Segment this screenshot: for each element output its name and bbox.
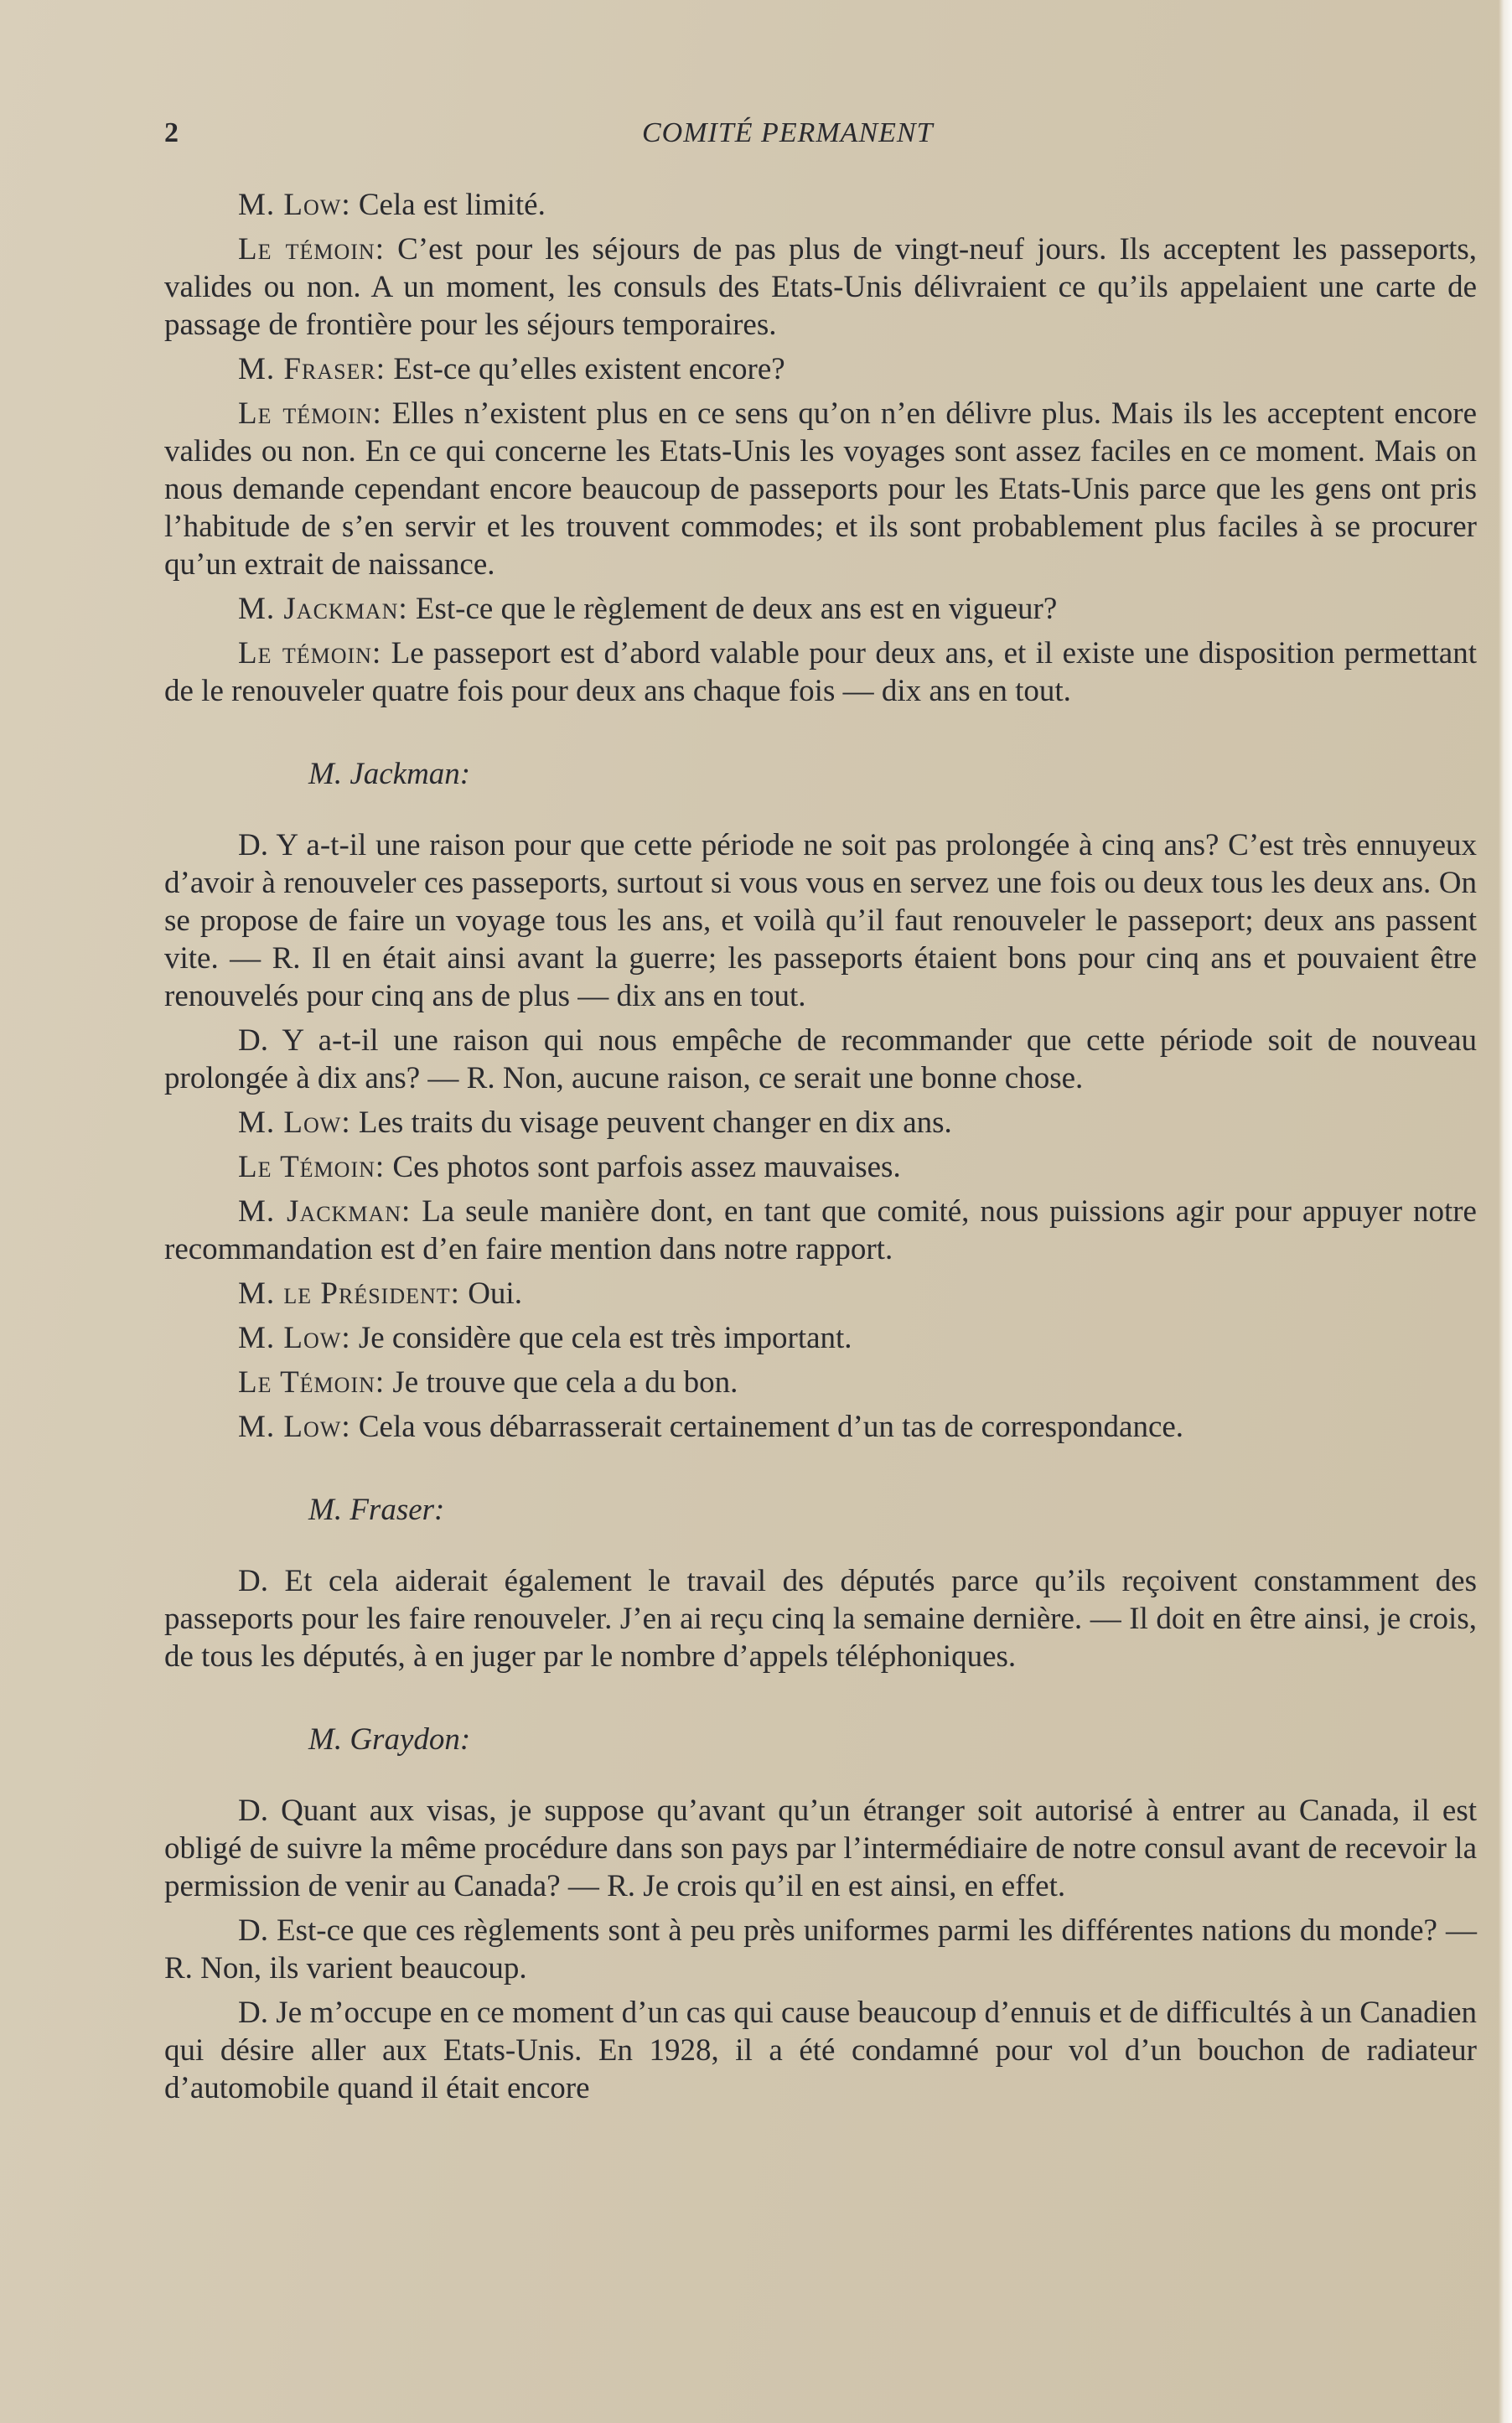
paragraph bbox=[164, 186, 1477, 224]
statement: C’est pour les séjours de pas plus de vingt-neuf jours. Ils acceptent les passeports, valides ou non. A un moment, les consuls des Etats-Unis délivraient ce qu’ils appelaient une carte de passage de frontière pour les séjours temporaires. bbox=[164, 232, 1477, 342]
paragraph bbox=[164, 1364, 1477, 1401]
speaker: M. le Président: bbox=[238, 1276, 460, 1311]
statement: Elles n’existent plus en ce sens qu’on n’en délivre plus. Mais ils les acceptent encore valides ou non. En ce qui concerne les Etats-Unis les voyages sont assez faciles en ce moment. Mais on nous demande cependant encore beaucoup de passeports pour les Etats-Unis parce que les gens ont pris l’habitude de s’en servir et les trouvent commodes; et ils sont probablement plus faciles à se procurer qu’un extrait de naissance. bbox=[164, 396, 1477, 582]
question-paragraph: D. Je m’occupe en ce moment d’un cas qui cause beaucoup d’ennuis et de difficultés à un Canadien qui désire aller aux Etats-Unis. En 1928, il a été condamné pour vol d’un bouchon de radiateur d’automobile quand il était encore bbox=[164, 1996, 1477, 2105]
questioner-heading: M. Fraser: bbox=[308, 1493, 445, 1527]
paragraph bbox=[164, 350, 1477, 388]
paragraph bbox=[164, 634, 1477, 710]
question-paragraph: D. Quant aux visas, je suppose qu’avant qu’un étranger soit autorisé à entrer au Canada, il est obligé de suivre la même procédure dans son pays par l’intermédiaire de notre consul avant de recevoir la permission de venir au Canada? — R. Je crois qu’il en est ainsi, en effet. bbox=[164, 1794, 1477, 1903]
statement: Oui. bbox=[459, 1276, 522, 1311]
statement: Est-ce que le règlement de deux ans est en vigueur? bbox=[407, 592, 1058, 626]
questioner-heading: M. Jackman: bbox=[308, 757, 471, 791]
speaker: M. Jackman: bbox=[238, 592, 408, 626]
speaker: Le témoin: bbox=[238, 636, 382, 670]
paragraph bbox=[164, 1319, 1477, 1357]
paragraph bbox=[164, 590, 1477, 628]
page-number: 2 bbox=[164, 117, 179, 148]
page-body bbox=[164, 186, 1477, 2107]
paragraph bbox=[164, 1104, 1477, 1142]
question-paragraph: D. Y a-t-il une raison qui nous empêche de recommander que cette période soit de nouveau prolongée à dix ans? — R. Non, aucune raison, ce serait une bonne chose. bbox=[164, 1023, 1477, 1095]
questioner-heading: M. Graydon: bbox=[308, 1722, 471, 1757]
statement: Je trouve que cela a du bon. bbox=[385, 1365, 738, 1400]
statement: La seule manière dont, en tant que comité, nous puissions agir pour appuyer notre recommandation est d’en faire mention dans notre rapport. bbox=[164, 1194, 1477, 1266]
question-paragraph: D. Y a-t-il une raison pour que cette période ne soit pas prolongée à cinq ans? C’est très ennuyeux d’avoir à renouveler ces passeports, surtout si vous vous en servez une fois ou deux tous les deux ans. On se propose de faire un voyage tous les ans, et voilà qu’il faut renouveler le passeport; deux ans passent vite. — R. Il en était ainsi avant la guerre; les passeports étaient bons pour cinq ans et pouvaient être renouvelés pour cinq ans de plus — dix ans en tout. bbox=[164, 828, 1477, 1013]
statement: Ces photos sont parfois assez mauvaises. bbox=[385, 1150, 901, 1184]
statement: Est-ce qu’elles existent encore? bbox=[386, 352, 785, 386]
speaker: Le Témoin: bbox=[238, 1365, 386, 1400]
page-edge bbox=[1499, 0, 1512, 2423]
speaker: Le Témoin: bbox=[238, 1150, 386, 1184]
statement: Le passeport est d’abord valable pour deux ans, et il existe une disposition permettant de le renouveler quatre fois pour deux ans chaque fois — dix ans en tout. bbox=[164, 636, 1478, 708]
statement: Les traits du visage peuvent changer en dix ans. bbox=[350, 1105, 952, 1140]
running-title: COMITÉ PERMANENT bbox=[642, 117, 934, 148]
statement: Je considère que cela est très important. bbox=[350, 1321, 852, 1355]
paragraph bbox=[164, 1275, 1477, 1312]
statement: Cela est limité. bbox=[350, 188, 546, 222]
paragraph bbox=[164, 395, 1477, 583]
page-header bbox=[164, 117, 1465, 159]
question-paragraph: D. Est-ce que ces règlements sont à peu près uniformes parmi les différentes nations du monde? — R. Non, ils varient beaucoup. bbox=[164, 1913, 1477, 1986]
paragraph bbox=[164, 1148, 1477, 1186]
speaker: M. Jackman: bbox=[238, 1194, 412, 1229]
statement: Cela vous débarrasserait certainement d’un tas de correspondance. bbox=[350, 1410, 1184, 1444]
speaker: M. Low: bbox=[238, 188, 351, 222]
speaker: M. Low: bbox=[238, 1105, 351, 1140]
speaker: M. Fraser: bbox=[238, 352, 386, 386]
question-paragraph: D. Et cela aiderait également le travail des députés parce qu’ils reçoivent constamment des passeports pour les faire renouveler. J’en ai reçu cinq la semaine dernière. — Il doit en être ainsi, je crois, de tous les députés, à en juger par le nombre d’appels téléphoniques. bbox=[164, 1564, 1477, 1674]
paragraph bbox=[164, 1408, 1477, 1446]
speaker: Le témoin: bbox=[238, 396, 382, 431]
paragraph bbox=[164, 1193, 1477, 1268]
speaker: Le témoin: bbox=[238, 232, 385, 267]
speaker: M. Low: bbox=[238, 1321, 351, 1355]
paragraph bbox=[164, 230, 1477, 344]
speaker: M. Low: bbox=[238, 1410, 351, 1444]
